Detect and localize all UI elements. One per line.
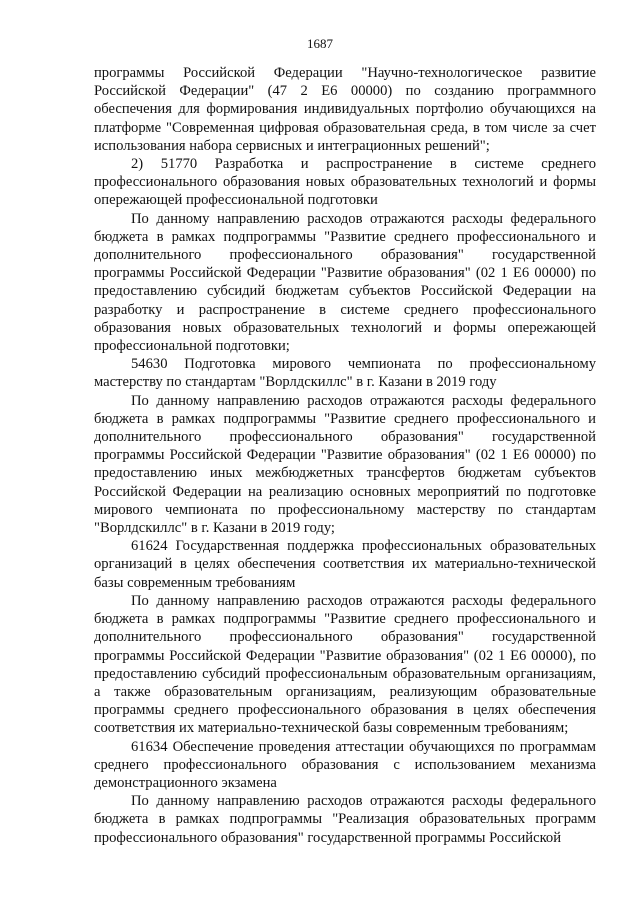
document-body	[94, 64, 596, 847]
page-number: 1687	[307, 36, 333, 51]
paragraph-item-54630: 54630 Подготовка мирового чемпионата по профессиональному мастерству по стандартам "Ворлдскиллс" в г. Казани в 2019 году	[94, 356, 596, 391]
paragraph-item-61624: 61624 Государственная поддержка профессиональных образовательных организаций в целях обеспечения соответствия их материально-технической базы современным требованиям	[94, 538, 596, 591]
paragraph-item-51770: 2) 51770 Разработка и распространение в системе среднего профессионального образования новых образовательных технологий и формы опережающей профессиональной подготовки	[94, 156, 596, 209]
paragraph-description-54630: По данному направлению расходов отражаются расходы федерального бюджета в рамках подпрограммы "Развитие среднего профессионального и дополнительного профессионального образования" государственной программы Российской Федерации "Развитие образования" (02 1 Е6 00000) по предоставлению иных межбюджетных трансфертов бюджетам субъектов Российской Федерации на реализацию основных мероприятий по подготовке мирового чемпионата по профессиональному мастерству по стандартам "Ворлдскиллс" в г. Казани в 2019 году;	[94, 392, 596, 537]
paragraph-program-continuation: программы Российской Федерации "Научно-технологическое развитие Российской Федерации" (47 2 Е6 00000) по созданию программного обеспечения для формирования индивидуальных портфолио обучающихся на платформе "Современная цифровая образовательная среда, в том числе за счет использования набора сервисных и интеграционных решений";	[94, 65, 596, 154]
paragraph-item-61634: 61634 Обеспечение проведения аттестации обучающихся по программам среднего профессионального образования с использованием механизма демонстрационного экзамена	[94, 738, 596, 791]
paragraph-description-51770: По данному направлению расходов отражаются расходы федерального бюджета в рамках подпрограммы "Развитие среднего профессионального и дополнительного профессионального образования" государственной программы Российской Федерации "Развитие образования" (02 1 Е6 00000) по предоставлению субсидий бюджетам субъектов Российской Федерации на разработку и распространение в системе среднего профессионального образования новых образовательных технологий и формы опережающей профессиональной подготовки;	[94, 210, 596, 355]
paragraph-description-61624: По данному направлению расходов отражаются расходы федерального бюджета в рамках подпрограммы "Развитие среднего профессионального и дополнительного профессионального образования" государственной программы Российской Федерации "Развитие образования" (02 1 Е6 00000), по предоставлению субсидий профессиональным образовательным организациям, а также образовательным организациям, реализующим образовательные программы среднего профессионального образования в целях обеспечения соответствия их материально-технической базы современным требованиям;	[94, 592, 596, 737]
paragraph-description-61634: По данному направлению расходов отражаются расходы федерального бюджета в рамках подпрограммы "Реализация образовательных программ профессионального образования" государственной программы Российской	[94, 793, 596, 846]
